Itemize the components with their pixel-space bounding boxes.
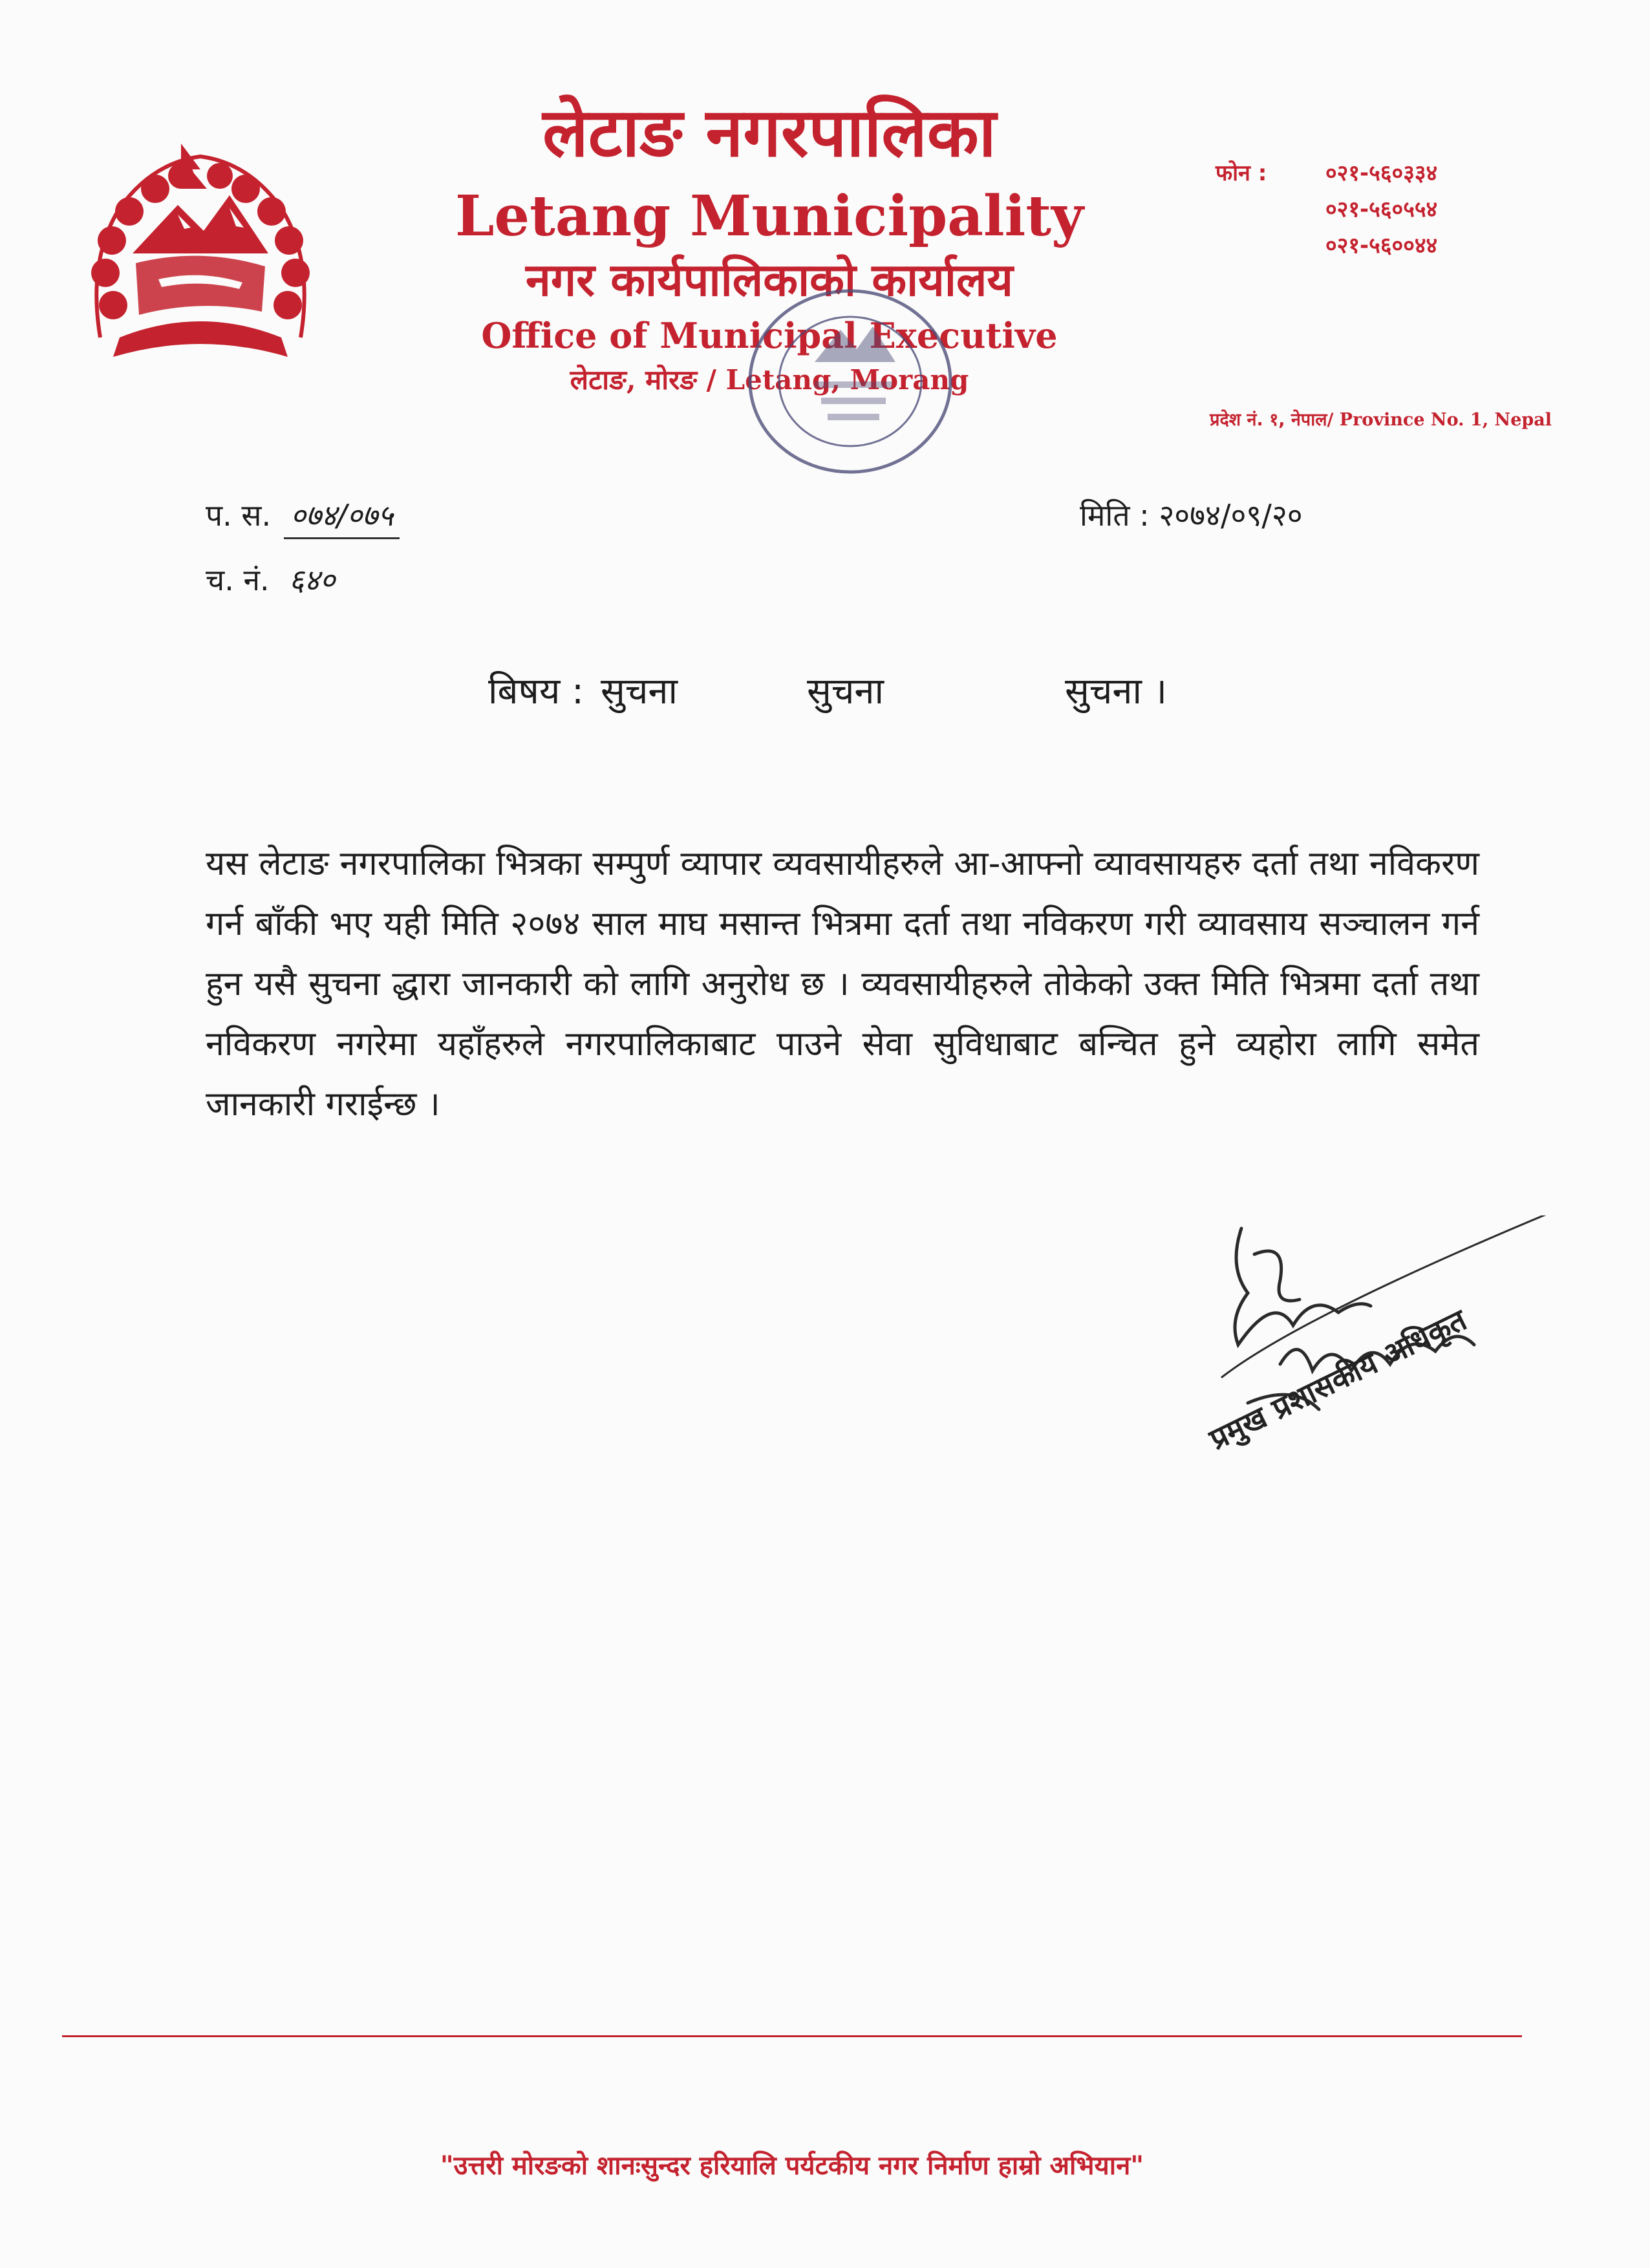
subject-word: सुचना	[601, 670, 678, 712]
municipality-name-nepali: लेटाङ नगरपालिका	[542, 93, 996, 172]
phone-number: ०२१-५६०५५४	[1325, 197, 1438, 222]
cn-label: च. नं.	[206, 562, 270, 597]
phone-number: ०२१-५६०३३४	[1325, 160, 1438, 186]
reference-number	[206, 495, 400, 539]
signatory-designation: प्रमुख प्रशासकीय अधिकृत	[1204, 1301, 1472, 1457]
dispatch-number	[206, 559, 341, 602]
ps-value: ०७४/०७५	[284, 495, 400, 539]
notice-body: यस लेटाङ नगरपालिका भित्रका सम्पुर्ण व्यापार व्यवसायीहरुले आ-आफ्नो व्यावसायहरु दर्ता तथा नविकरण गर्न बाँकी भए यही मिति २०७४ साल माघ मसान्त भित्रमा दर्ता तथा नविकरण गरी व्यावसाय सञ्चालन गर्न हुन यसै सुचना द्धारा जानकारी को लागि अनुरोध छ । व्यवसायीहरुले तोकेको उक्त मिति भित्रमा दर्ता तथा नविकरण नगरेमा यहाँहरुले नगरपालिकाबाट पाउने सेवा सुविधाबाट बन्चित हुने व्यहोरा लागि समेत जानकारी गराईन्छ ।	[206, 844, 1479, 1124]
footer-divider	[62, 2035, 1522, 2037]
province-english: Province No. 1, Nepal	[1339, 410, 1552, 430]
subject-line	[488, 666, 1393, 718]
nepal-emblem-logo	[74, 144, 327, 376]
office-name-english: Office of Municipal Executive	[481, 315, 1058, 356]
subject-word: सुचना ।	[1065, 670, 1168, 712]
phone-number: ०२१-५६००४४	[1325, 233, 1438, 259]
province-nepali: प्रदेश नं. १, नेपाल/	[1210, 410, 1334, 430]
subject-word: सुचना	[807, 670, 884, 712]
date-label: मिति :	[1080, 498, 1150, 533]
municipality-name-english: Letang Municipality	[455, 184, 1084, 249]
province	[1112, 407, 1552, 433]
footer-slogan: "उत्तरी मोरङको शानःसुन्दर हरियालि पर्यटकीय नगर निर्माण हाम्रो अभियान"	[440, 2151, 1144, 2181]
letter-date	[1080, 495, 1303, 536]
office-name-nepali: नगर कार्यपालिकाको कार्यालय	[525, 253, 1014, 306]
phone-label: फोन :	[1216, 160, 1267, 186]
ps-label: प. स.	[206, 498, 272, 533]
office-stamp	[744, 284, 957, 478]
phone-block	[1216, 155, 1526, 264]
date-value: २०७४/०९/२०	[1159, 498, 1303, 533]
address: लेटाङ, मोरङ / Letang, Morang	[570, 364, 969, 396]
subject-label: बिषय :	[488, 670, 584, 712]
cn-value: ६४०	[288, 562, 336, 597]
